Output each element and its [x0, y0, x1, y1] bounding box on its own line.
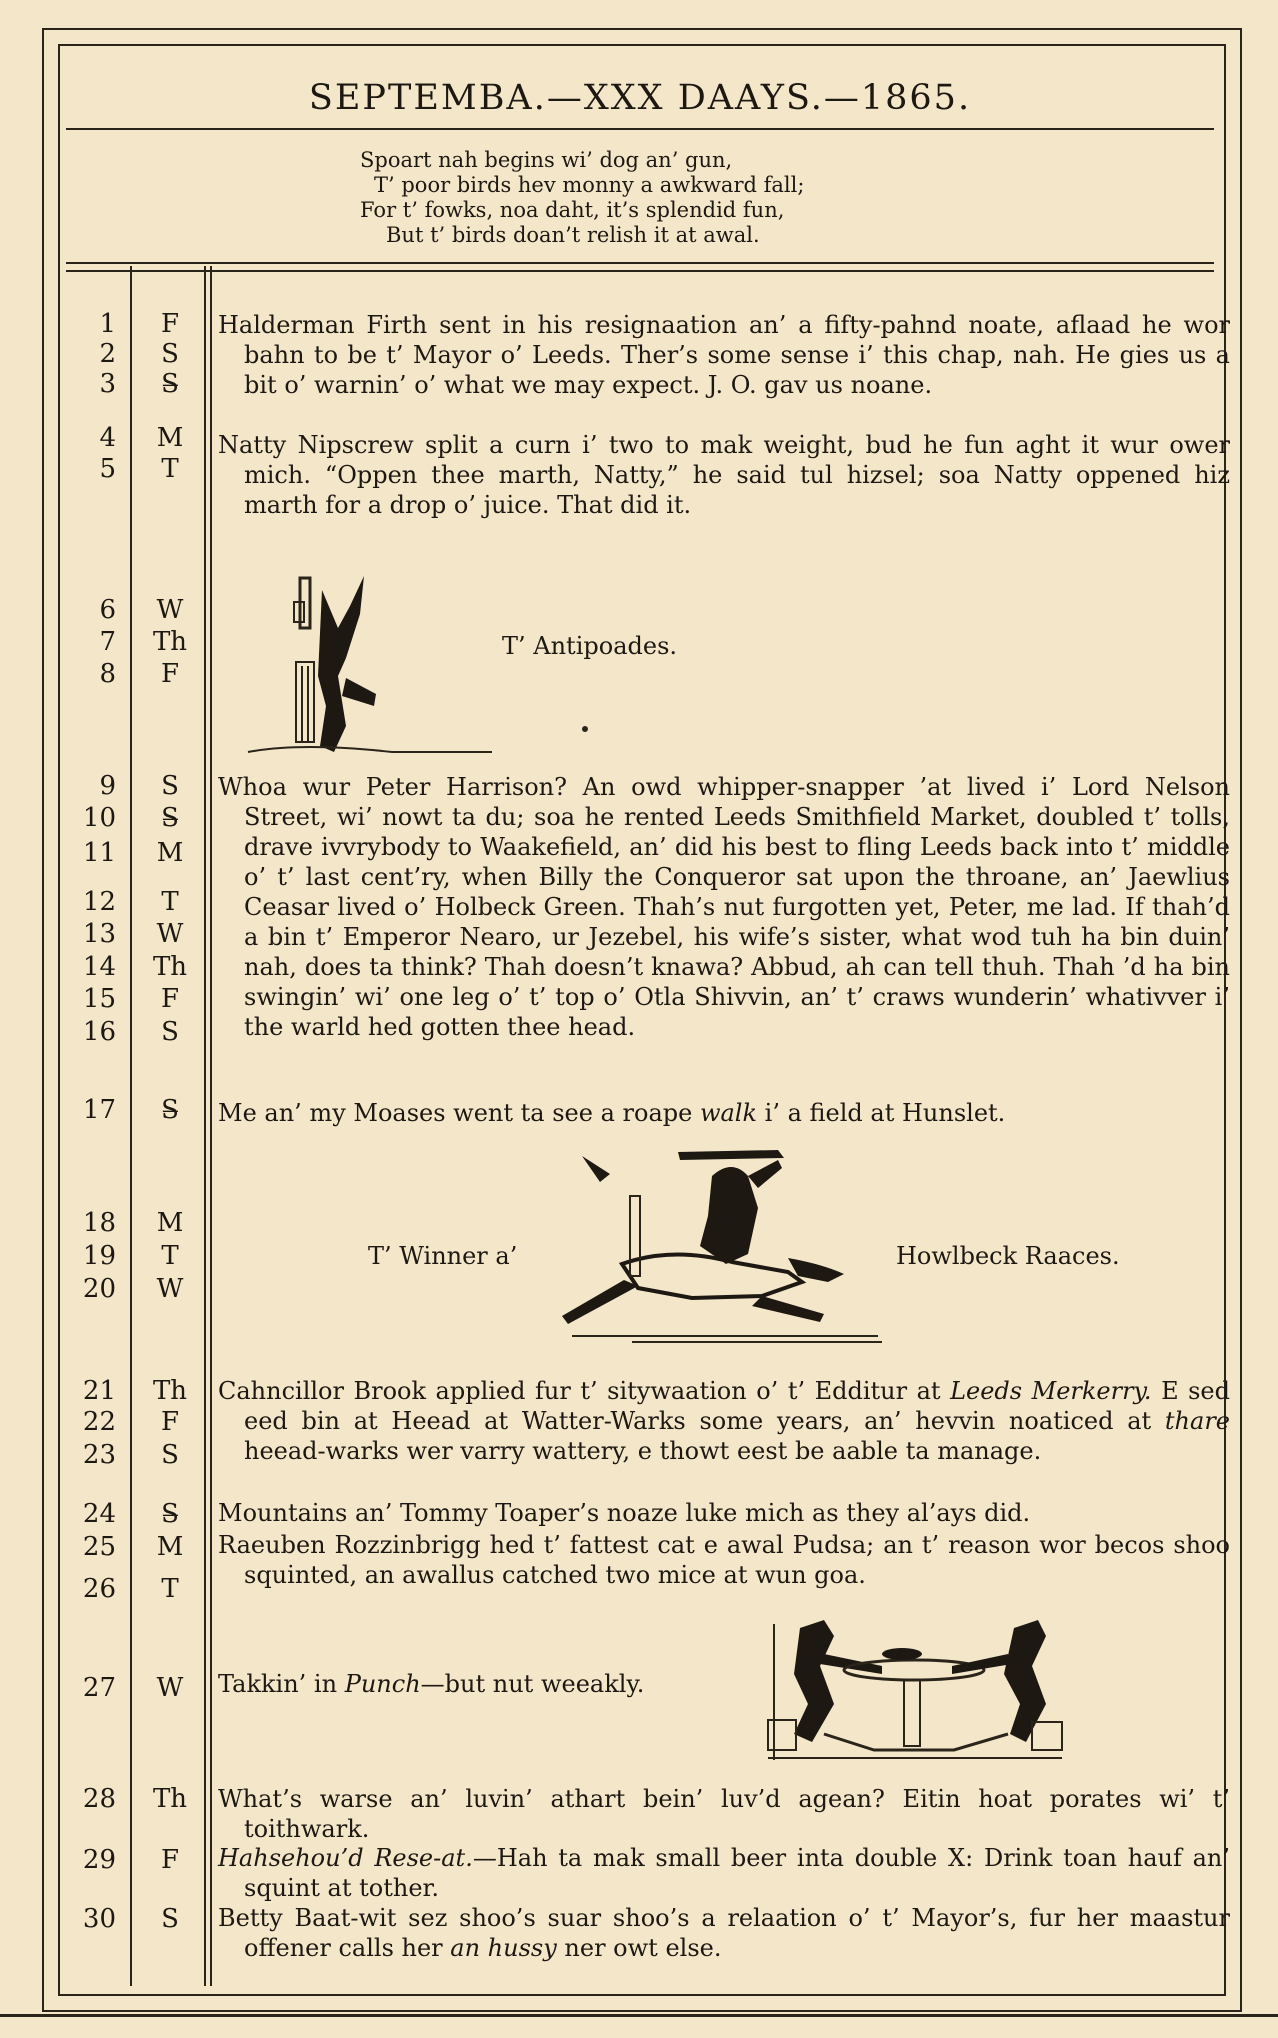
horse-race-illustration — [552, 1146, 892, 1350]
day-weekday: Th — [152, 952, 188, 982]
day-number: 22 — [82, 1407, 116, 1437]
day-number: 19 — [82, 1241, 116, 1271]
day-number: 20 — [82, 1274, 116, 1304]
day-number: 21 — [82, 1376, 116, 1406]
day-weekday: F — [160, 1845, 180, 1875]
verse-line: But t’ birds doan’t relish it at awal. — [386, 223, 760, 247]
day-weekday: S — [161, 339, 179, 369]
day-number: 17 — [82, 1095, 116, 1125]
day-number: 27 — [82, 1673, 116, 1703]
day-number: 28 — [82, 1784, 116, 1814]
day-number: 2 — [99, 339, 116, 369]
day-weekday: W — [156, 1673, 184, 1703]
column-rule-1 — [130, 266, 132, 1986]
day-weekday: S — [161, 771, 179, 801]
entry-italic: Punch — [344, 1670, 421, 1698]
entry-nipscrew: Natty Nipscrew split a curn i’ two to mak weight, bud he fun aght it wur ower mich. “Oppen thee marth, Natty,” he said tul hizsel; soa Natty oppened hiz marth for a drop o’ juice. That did it. — [218, 431, 1230, 519]
day-weekday: Th — [152, 1376, 188, 1406]
day-number: 16 — [82, 1017, 116, 1047]
day-number: 9 — [99, 771, 116, 801]
entry-text: i’ a field at Hunslet. — [757, 1099, 1006, 1127]
day-weekday: W — [156, 919, 184, 949]
verse-line: Spoart nah begins wi’ dog an’ gun, — [360, 148, 733, 172]
day-weekday: S̶ — [161, 1499, 179, 1529]
entry-text: heead-warks wer varry wattery, e thowt eest be aable ta manage. — [244, 1437, 1042, 1465]
day-weekday: Th — [152, 1784, 188, 1814]
day-weekday: M — [156, 838, 184, 868]
day-weekday: T — [161, 1574, 179, 1604]
day-number: 29 — [82, 1845, 116, 1875]
entry-text: Cahncillor Brook applied fur t’ sitywaation o’ t’ Edditur at — [218, 1377, 951, 1405]
day-weekday: W — [156, 1274, 184, 1304]
day-number: 15 — [82, 984, 116, 1014]
entry-brook — [218, 1376, 1230, 1466]
bottom-rule — [0, 2014, 1278, 2017]
day-weekday: T — [161, 454, 179, 484]
day-number: 10 — [82, 803, 116, 833]
winner-caption-left: T’ Winner a’ — [368, 1242, 518, 1270]
entry-text: —but nut weeakly. — [420, 1670, 645, 1698]
day-number: 13 — [82, 919, 116, 949]
entry-harrison: Whoa wur Peter Harrison? An owd whipper-snapper ’at lived i’ Lord Nelson Street, wi’ nowt ta du; soa he rented Leeds Smithfield Market, doubled t’ tolls, drave ivvrybody to Waakefield, an’ did his best to fling Leeds back into t’ middle o’ t’ last cent’ry, when Billy the Conqueror sat upon the throane, an’ Jaewlius Ceasar lived o’ Holbeck Green. Thah’s nut furgotten yet, Peter, me lad. If thah’d a bin t’ Emperor Nearo, ur Jezebel, his wife’s sister, what wod tuh ha bin duin’ nah, does ta think? Thah doesn’t knawa? Abbud, ah can tell thuh. Thah ’d ha bin swingin’ wi’ one leg o’ t’ top o’ Otla Shivvin, an’ t’ craws wunderin’ whativver i’ the warld hed gotten thee head. — [218, 773, 1230, 1041]
entry-firth: Halderman Firth sent in his resignaation an’ a fifty-pahnd noate, aflaad he wor bahn to be t’ Mayor o’ Leeds. Ther’s some sense i’ this chap, nah. He gies us a bit o’ warnin’ o’ what we may expect. J. O. gav us noane. — [218, 311, 1230, 399]
entry-italic: an hussy — [450, 1934, 557, 1962]
table-rule-top — [66, 262, 1214, 264]
title-rule — [66, 128, 1214, 130]
entry-text: E sed eed bin at Heead at Watter-Warks some years, an’ hevvin noaticed at — [244, 1377, 1230, 1435]
day-number: 8 — [99, 659, 116, 689]
antipodes-illustration — [242, 566, 502, 766]
verse-line: T’ poor birds hev monny a awkward fall; — [374, 173, 805, 197]
verse — [360, 148, 804, 248]
punch-illustration — [764, 1614, 1070, 1764]
antipodes-caption: T’ Antipoades. — [502, 632, 678, 660]
day-number: 4 — [99, 423, 116, 453]
day-weekday: M — [156, 423, 184, 453]
entry-punch — [218, 1670, 644, 1698]
day-weekday: F — [160, 309, 180, 339]
day-weekday: S — [161, 1904, 179, 1934]
day-number: 25 — [82, 1532, 116, 1562]
table-rule-top-2 — [66, 270, 1214, 272]
entry-baat-wit — [218, 1903, 1230, 1963]
entry-italic: walk — [699, 1099, 758, 1127]
day-number: 30 — [82, 1904, 116, 1934]
entry-roape-walk — [218, 1098, 1230, 1128]
day-number: 14 — [82, 952, 116, 982]
day-weekday: M — [156, 1532, 184, 1562]
day-weekday: S — [161, 1017, 179, 1047]
day-weekday: F — [160, 984, 180, 1014]
column-rule-3 — [210, 266, 212, 1986]
day-number: 23 — [82, 1440, 116, 1470]
day-number: 3 — [99, 369, 116, 399]
day-number: 18 — [82, 1208, 116, 1238]
day-weekday: T — [161, 1241, 179, 1271]
entry-rozzinbrigg: Raeuben Rozzinbrigg hed t’ fattest cat e awal Pudsa; an t’ reason wor becos shoo squinted, an awallus catched two mice at wun goa. — [218, 1531, 1230, 1589]
day-weekday: T — [161, 887, 179, 917]
verse-line: For t’ fowks, noa daht, it’s splendid fun, — [360, 198, 785, 222]
entry-text: Me an’ my Moases went ta see a roape — [218, 1099, 700, 1127]
day-weekday: F — [160, 659, 180, 689]
day-weekday: S̶ — [161, 1095, 179, 1125]
entry-luvin: What’s warse an’ luvin’ athart bein’ luv’d agean? Eitin hoat porates wi’ t’ toithwark. — [218, 1785, 1230, 1843]
day-weekday: M — [156, 1208, 184, 1238]
entry-text: Betty Baat-wit sez shoo’s suar shoo’s a relaation o’ t’ Mayor’s, fur her maastur offener calls her — [218, 1904, 1230, 1962]
day-number: 7 — [99, 627, 116, 657]
column-rule-2 — [204, 266, 206, 1986]
day-number: 1 — [99, 309, 116, 339]
entry-text: —Hah ta mak small beer inta double X: Drink toan hauf an’ squint at tother. — [244, 1844, 1231, 1902]
day-weekday: S — [161, 1440, 179, 1470]
day-number: 11 — [82, 838, 116, 868]
winner-caption-right: Howlbeck Raaces. — [896, 1242, 1120, 1270]
day-weekday: Th — [152, 627, 188, 657]
day-weekday: S̶ — [161, 369, 179, 399]
entry-italic: Leeds Merkerry. — [950, 1377, 1152, 1405]
dot — [582, 726, 588, 732]
day-weekday: F — [160, 1407, 180, 1437]
entry-rese-at — [218, 1843, 1230, 1903]
entry-italic: thare — [1164, 1407, 1230, 1435]
day-number: 5 — [99, 454, 116, 484]
entry-mountains: Mountains an’ Tommy Toaper’s noaze luke mich as they al’ays did. — [218, 1499, 1031, 1527]
entry-text: Takkin’ in — [218, 1670, 345, 1698]
day-number: 24 — [82, 1499, 116, 1529]
day-number: 6 — [99, 595, 116, 625]
day-weekday: S̶ — [161, 803, 179, 833]
day-number: 26 — [82, 1574, 116, 1604]
day-number: 12 — [82, 887, 116, 917]
day-weekday: W — [156, 595, 184, 625]
entry-text: ner owt else. — [556, 1934, 722, 1962]
entry-italic: Hahsehou’d Rese-at. — [218, 1844, 473, 1872]
page-title: SEPTEMBA.—XXX DAAYS.—1865. — [308, 78, 972, 118]
